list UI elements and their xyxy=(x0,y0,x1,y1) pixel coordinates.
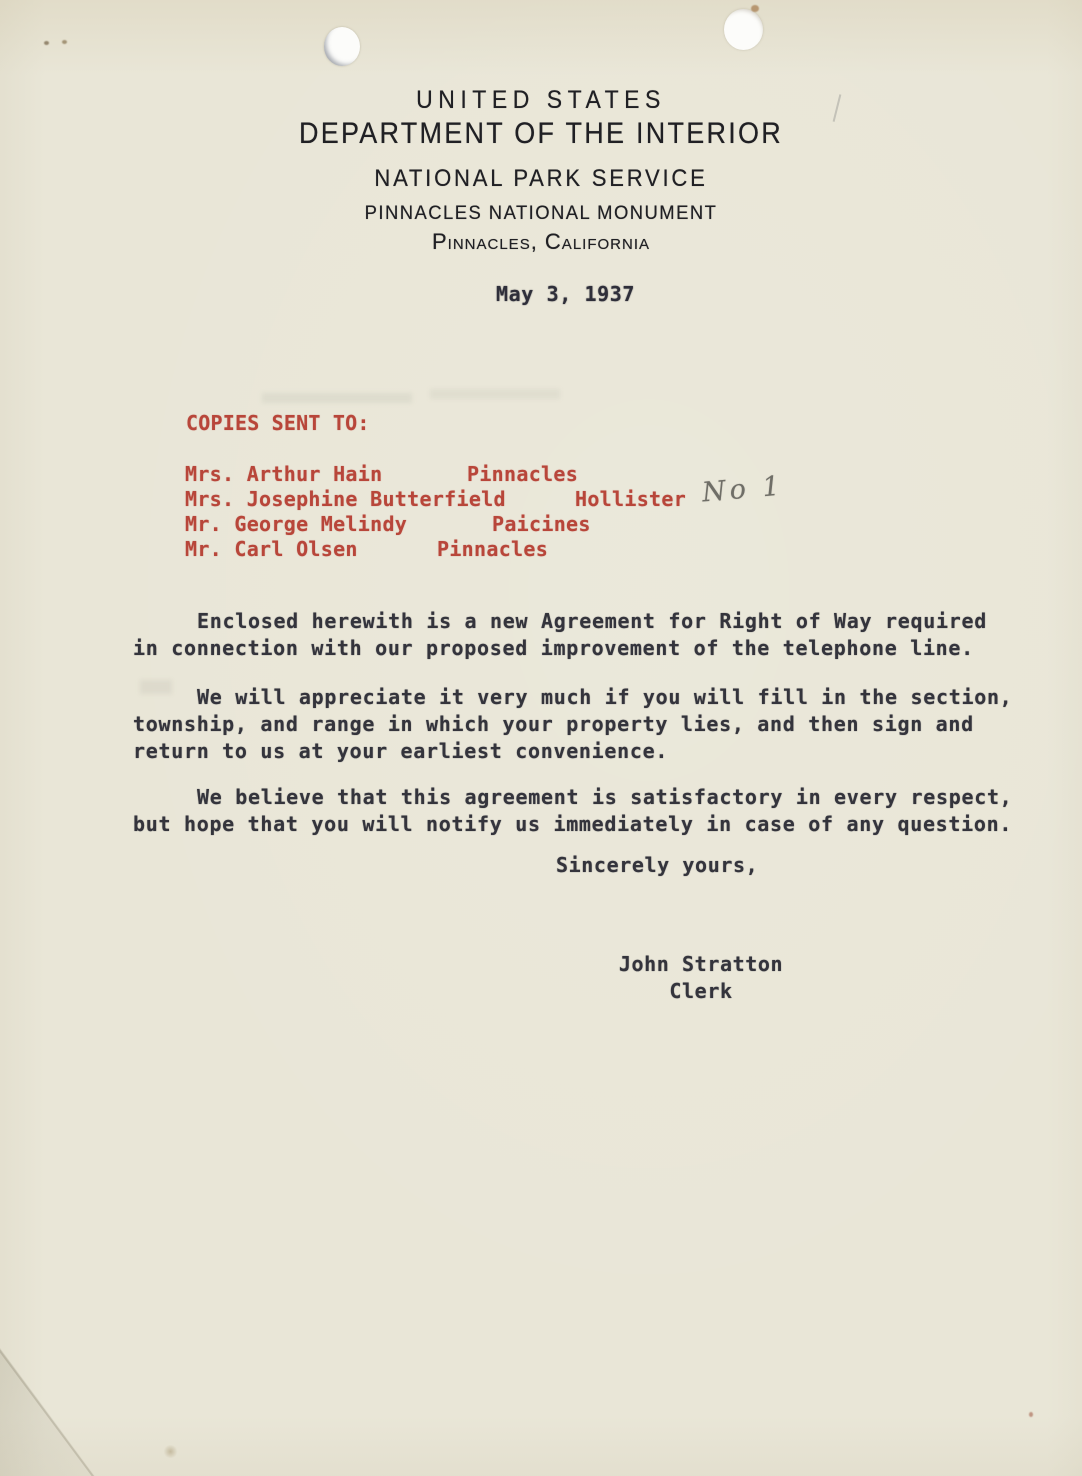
letterhead-monument: PINNACLES NATIONAL MONUMENT xyxy=(364,203,718,224)
signature-name: John Stratton xyxy=(618,952,784,976)
ink-ghost-smudge xyxy=(430,389,560,399)
recipient-name: Mrs. Arthur Hain xyxy=(185,462,383,486)
recipient-row xyxy=(185,487,686,512)
signature-block xyxy=(615,951,787,1005)
punch-hole-right xyxy=(724,9,763,50)
letterhead-park-service: NATIONAL PARK SERVICE xyxy=(374,165,708,192)
paragraph xyxy=(133,784,1013,838)
body-line: return to us at your earliest convenience. xyxy=(133,739,669,763)
paragraph xyxy=(133,684,1013,765)
body-line: Enclosed herewith is a new Agreement for Right of Way required xyxy=(197,609,987,633)
recipient-row xyxy=(185,462,686,487)
letterhead-department: DEPARTMENT OF THE INTERIOR xyxy=(298,117,784,150)
page-corner-fold xyxy=(0,1348,95,1476)
copies-list xyxy=(185,462,686,562)
body-line: in connection with our proposed improvement of the telephone line. xyxy=(133,636,974,660)
paper-speck xyxy=(44,41,49,45)
recipient-name: Mrs. Josephine Butterfield xyxy=(185,487,506,511)
handwritten-pencil-note: No 1 xyxy=(700,470,785,509)
letterhead-united-states: UNITED STATES xyxy=(416,86,666,114)
recipient-row xyxy=(185,537,686,562)
paper-stain xyxy=(163,1445,178,1458)
ink-ghost-smudge xyxy=(262,393,412,403)
valediction: Sincerely yours, xyxy=(556,853,759,877)
recipient-location: Hollister xyxy=(575,487,687,511)
body-line: We believe that this agreement is satisfactory in every respect, xyxy=(197,785,1013,809)
copies-heading: COPIES SENT TO: xyxy=(186,411,370,435)
recipient-location: Paicines xyxy=(492,512,591,536)
punch-hole-left xyxy=(324,27,360,66)
recipient-location: Pinnacles xyxy=(467,462,579,486)
paper-speck xyxy=(1029,1412,1033,1417)
recipient-name: Mr. George Melindy xyxy=(185,512,408,536)
recipient-name: Mr. Carl Olsen xyxy=(185,537,358,561)
recipient-row xyxy=(185,512,686,537)
paragraph xyxy=(133,608,1013,662)
body-line: We will appreciate it very much if you will fill in the section, xyxy=(197,685,1013,709)
signature-title: Clerk xyxy=(669,979,733,1003)
recipient-location: Pinnacles xyxy=(437,537,549,561)
paper-speck xyxy=(751,5,759,12)
paper-speck xyxy=(62,40,67,44)
letterhead-location: Pinnacles, California xyxy=(432,229,650,254)
body-line: township, and range in which your property lies, and then sign and xyxy=(133,712,974,736)
body-line: but hope that you will notify us immediately in case of any question. xyxy=(133,812,1013,836)
date-line: May 3, 1937 xyxy=(496,282,636,306)
